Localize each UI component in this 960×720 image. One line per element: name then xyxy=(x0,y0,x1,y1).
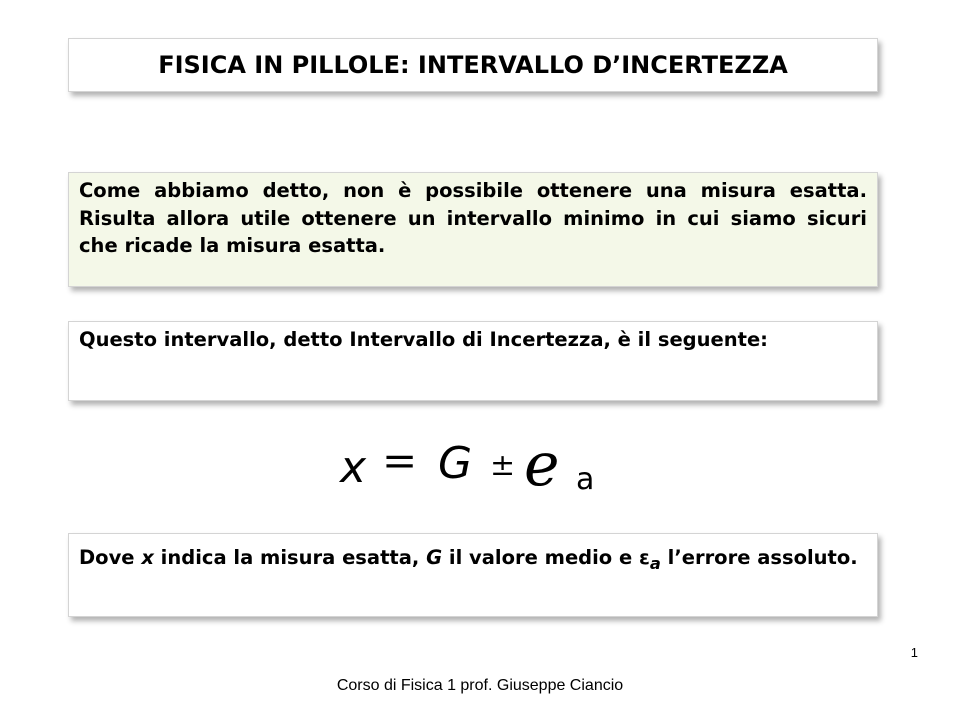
definition-epsilon-subscript: a xyxy=(649,553,661,573)
definition-text-3: il valore medio e xyxy=(442,546,640,569)
definition-epsilon: ε xyxy=(639,546,650,569)
formula-g: G xyxy=(438,438,473,489)
intro-textbox xyxy=(68,172,878,287)
definition-paragraph xyxy=(79,544,867,575)
title-box xyxy=(68,38,878,92)
formula-plusminus: ± xyxy=(490,448,516,483)
formula-equals: = xyxy=(382,436,418,485)
interval-textbox xyxy=(68,321,878,401)
footer: Corso di Fisica 1 prof. Giuseppe Ciancio xyxy=(336,677,624,694)
definition-g: G xyxy=(426,546,443,569)
uncertainty-formula xyxy=(340,430,620,506)
formula-error: e xyxy=(524,430,560,500)
definition-text-1: Dove xyxy=(79,546,142,569)
interval-paragraph: Questo intervallo, detto Intervallo di Incertezza, è il seguente: xyxy=(79,328,768,351)
page-number: 1 xyxy=(910,645,918,660)
definition-text-2: indica la misura esatta, xyxy=(153,546,427,569)
formula-error-subscript: a xyxy=(576,462,595,497)
formula-x: x xyxy=(340,442,367,493)
definition-textbox xyxy=(68,533,878,617)
definition-text-4: l’errore assoluto. xyxy=(660,546,858,569)
intro-paragraph: Come abbiamo detto, non è possibile ottenere una misura esatta. Risulta allora utile ottenere un intervallo minimo in cui siamo sicuri che ricade la misura esatta. xyxy=(79,179,867,258)
slide-title: FISICA IN PILLOLE: INTERVALLO D’INCERTEZZA xyxy=(158,51,788,79)
definition-x: x xyxy=(141,546,154,569)
